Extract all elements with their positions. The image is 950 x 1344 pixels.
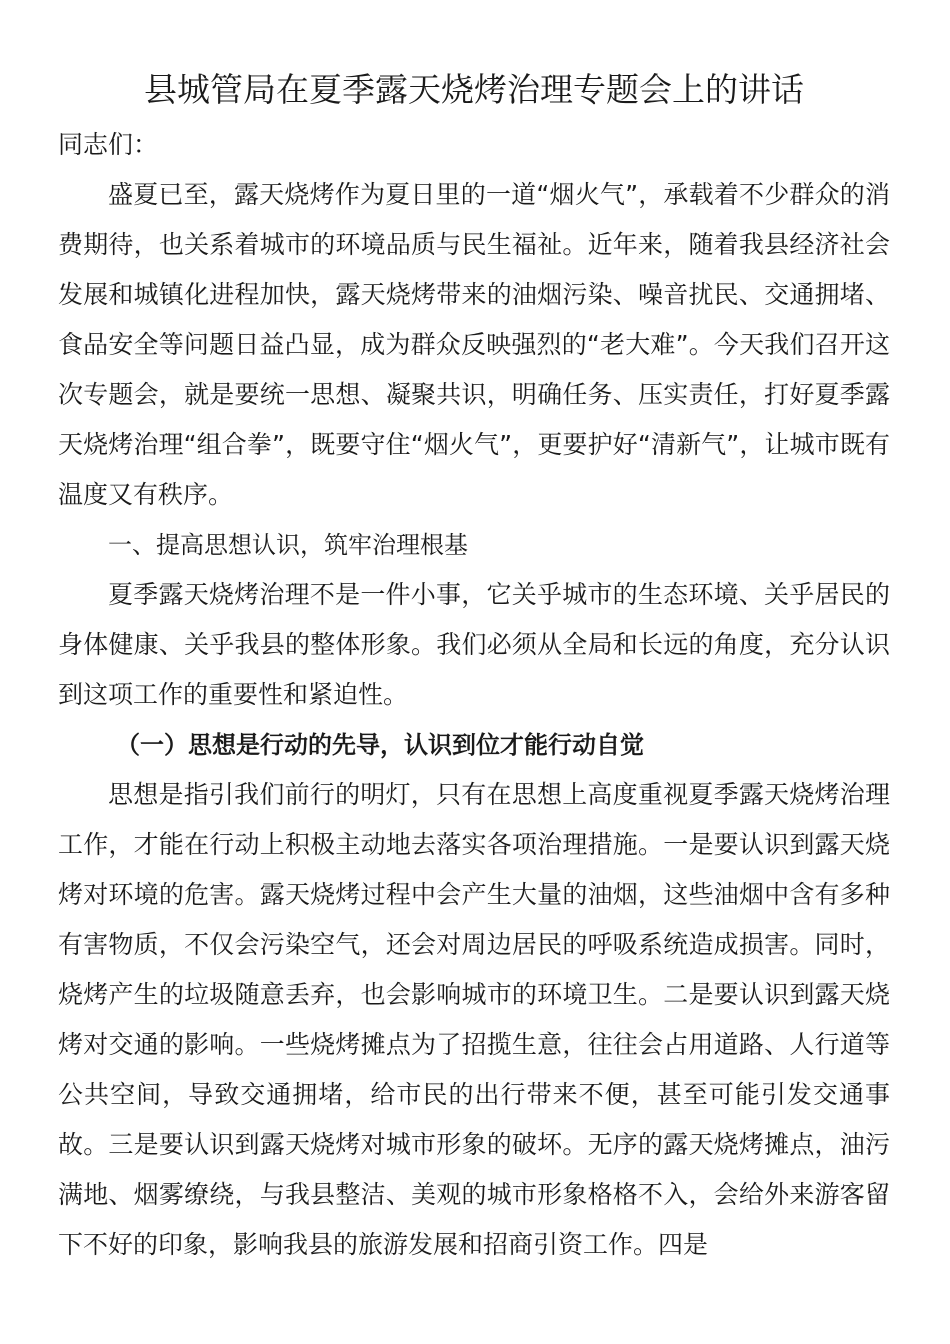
document-page <box>58 60 890 1270</box>
paragraph-body: 思想是指引我们前行的明灯，只有在思想上高度重视夏季露天烧烤治理工作，才能在行动上积极主动地去落实各项治理措施。一是要认识到露天烧烤对环境的危害。露天烧烤过程中会产生大量的油烟，这些油烟中含有多种有害物质，不仅会污染空气，还会对周边居民的呼吸系统造成损害。同时，烧烤产生的垃圾随意丢弃，也会影响城市的环境卫生。二是要认识到露天烧烤对交通的影响。一些烧烤摊点为了招揽生意，往往会占用道路、人行道等公共空间，导致交通拥堵，给市民的出行带来不便，甚至可能引发交通事故。三是要认识到露天烧烤对城市形象的破坏。无序的露天烧烤摊点，油污满地、烟雾缭绕，与我县整洁、美观的城市形象格格不入，会给外来游客留下不好的印象，影响我县的旅游发展和招商引资工作。四是 <box>58 780 890 1259</box>
document-title: 县城管局在夏季露天烧烤治理专题会上的讲话 <box>144 70 804 109</box>
paragraph-section-intro: 夏季露天烧烤治理不是一件小事，它关乎城市的生态环境、关乎居民的身体健康、关乎我县的整体形象。我们必须从全局和长远的角度，充分认识到这项工作的重要性和紧迫性。 <box>58 580 890 709</box>
salutation: 同志们： <box>58 130 159 159</box>
sub-heading: （一）思想是行动的先导，认识到位才能行动自觉 <box>116 731 644 759</box>
section-heading: 一、提高思想认识，筑牢治理根基 <box>108 531 468 559</box>
paragraph-intro: 盛夏已至，露天烧烤作为夏日里的一道“烟火气”，承载着不少群众的消费期待，也关系着城市的环境品质与民生福祉。近年来，随着我县经济社会发展和城镇化进程加快，露天烧烤带来的油烟污染、噪音扰民、交通拥堵、食品安全等问题日益凸显，成为群众反映强烈的“老大难”。今天我们召开这次专题会，就是要统一思想、凝聚共识，明确任务、压实责任，打好夏季露天烧烤治理“组合拳”，既要守住“烟火气”，更要护好“清新气”，让城市既有温度又有秩序。 <box>58 180 891 509</box>
